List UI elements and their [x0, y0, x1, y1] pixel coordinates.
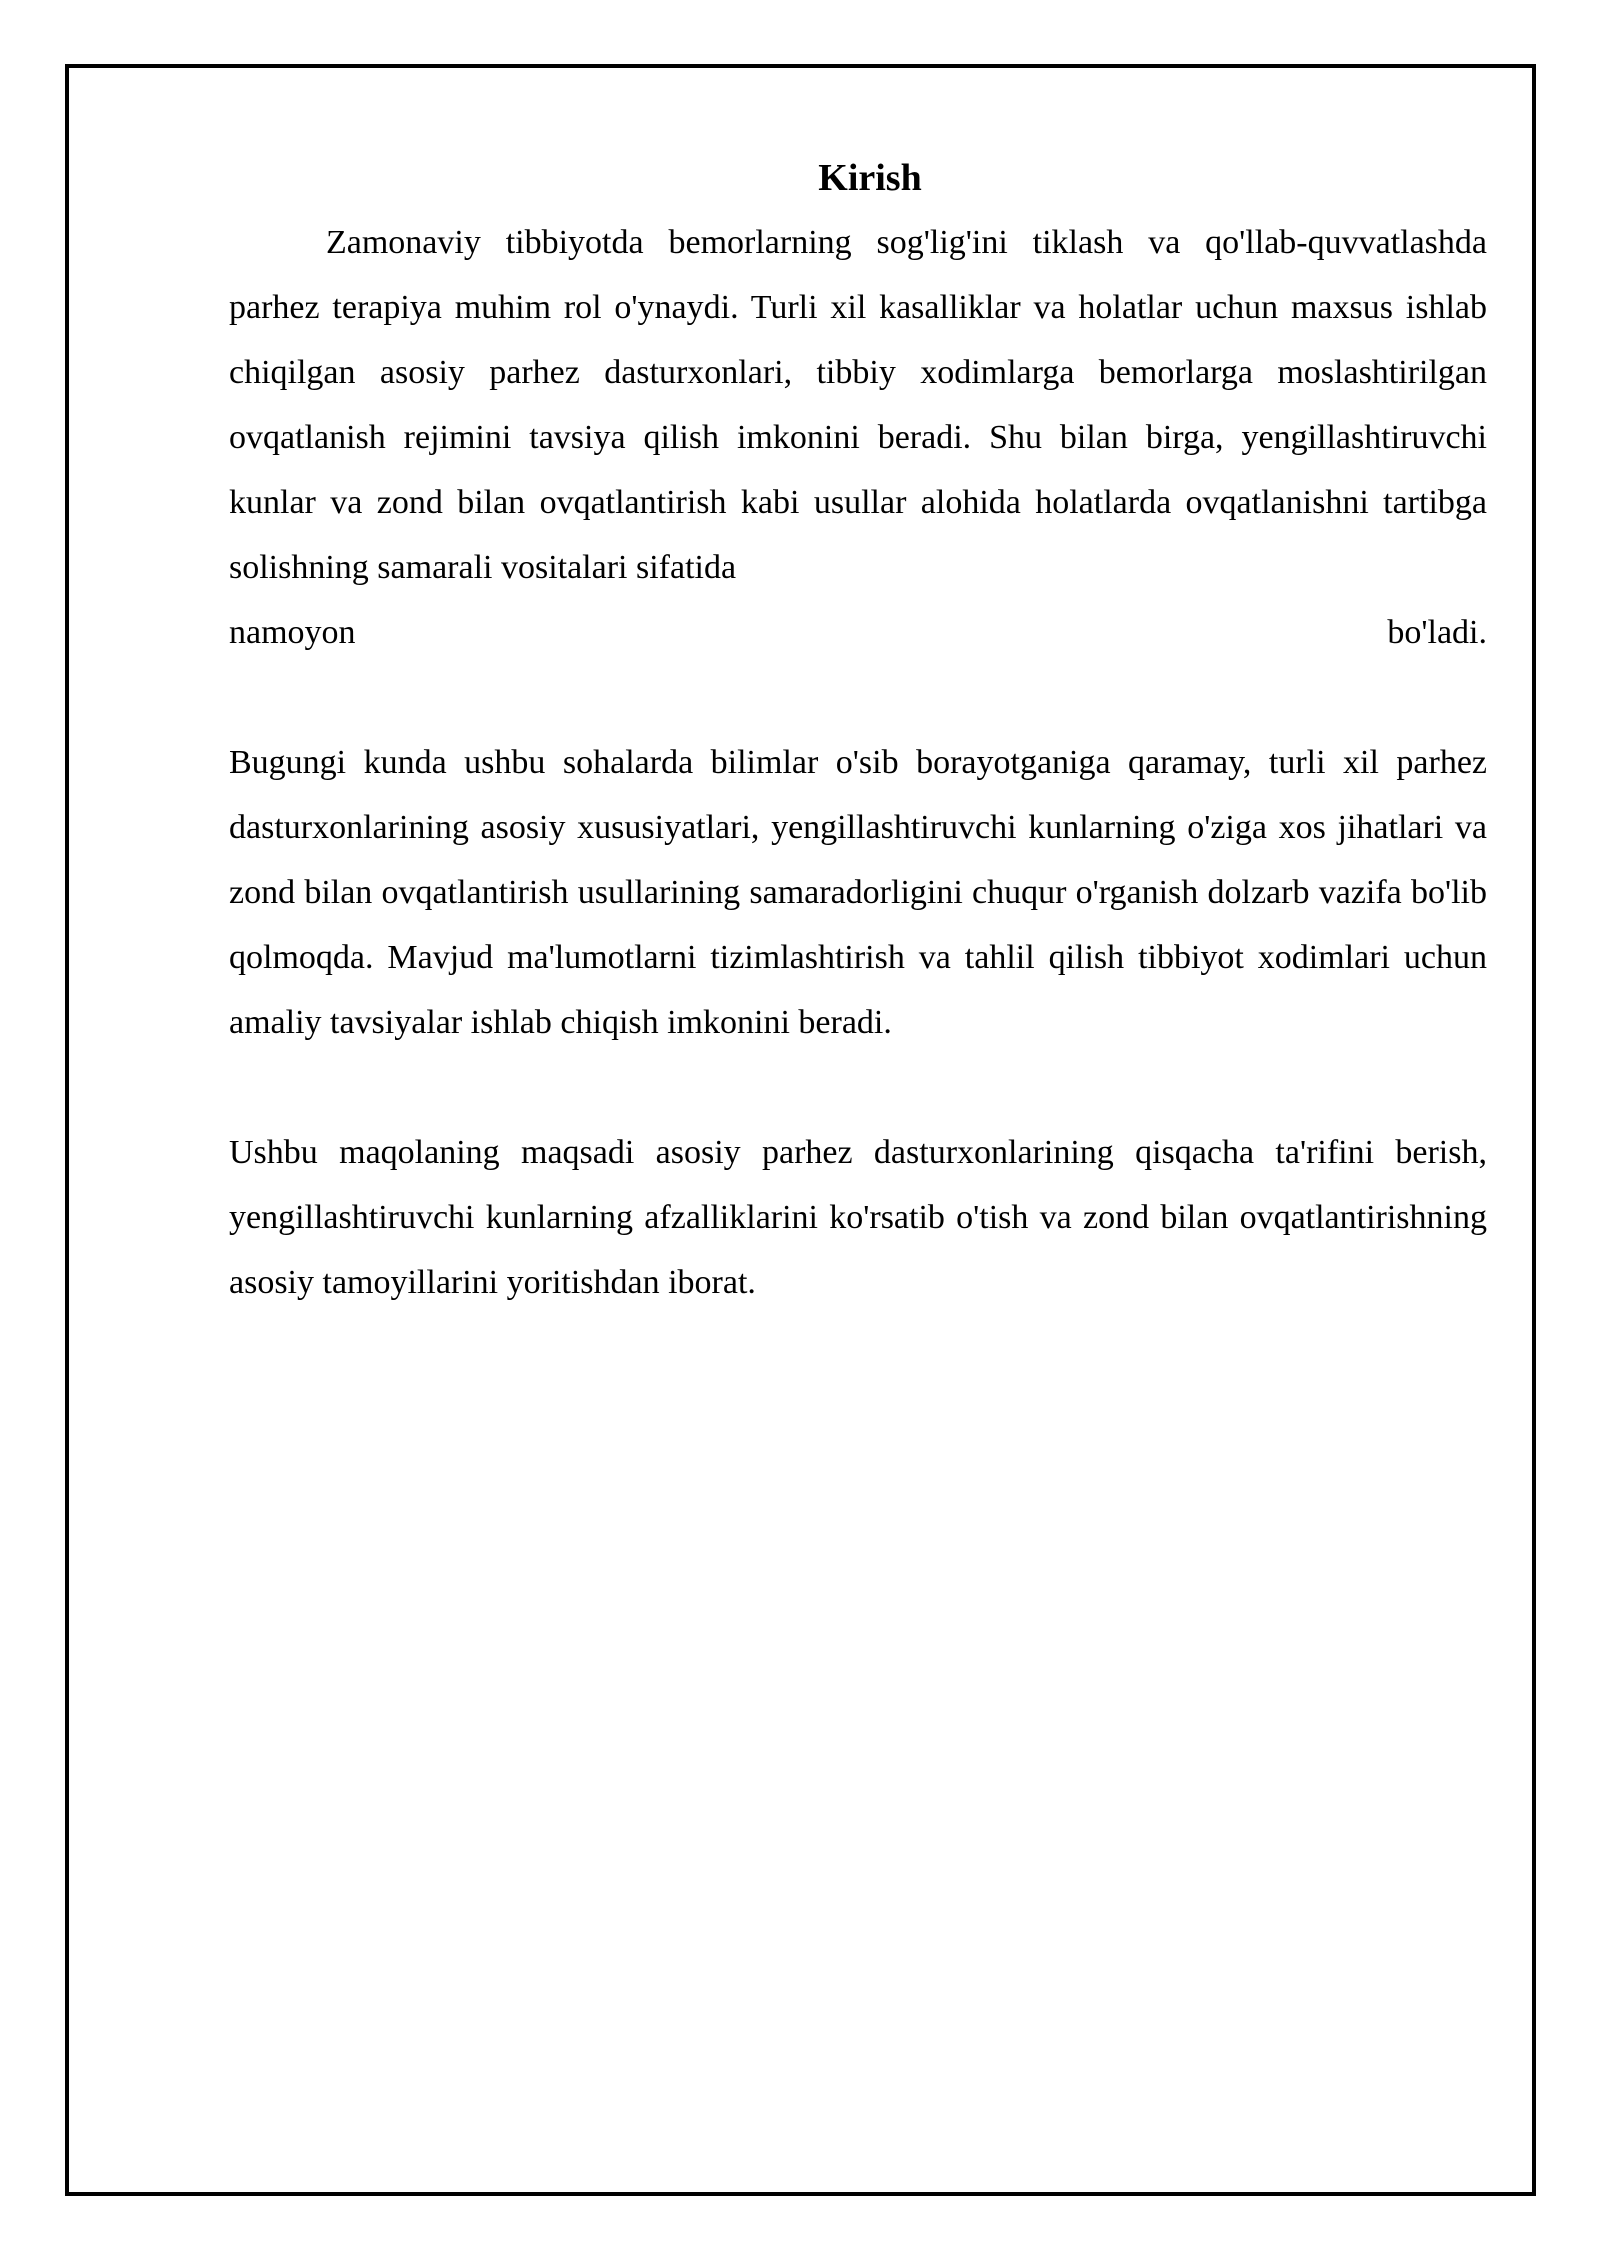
- intro-last-word-right: bo'ladi.: [1387, 614, 1487, 651]
- context-paragraph: Bugungi kunda ushbu sohalarda bilimlar o'sib borayotganiga qaramay, turli xil parhez dasturxonlarining asosiy xususiyatlari, yengillashtiruvchi kunlarning o'ziga xos jihatlari va zond bilan ovqatlantirish usullarining samaradorligini chuqur o'rganish dolzarb vazifa bo'lib qolmoqda. Mavjud ma'lumotlarni tizimlashtirish va tahlil qilish tibbiyot xodimlari uchun amaliy tavsiyalar ishlab chiqish imkonini beradi.: [229, 744, 1487, 1041]
- paragraph-spacer: [229, 665, 1487, 730]
- document-body: [229, 148, 1487, 1315]
- aim-paragraph: Ushbu maqolaning maqsadi asosiy parhez dasturxonlarining qisqacha ta'rifini berish, yengillashtiruvchi kunlarning afzalliklarini ko'rsatib o'tish va zond bilan ovqatlantirishning asosiy tamoyillarini yoritishdan iborat.: [229, 1134, 1487, 1301]
- document-title: Kirish: [818, 157, 922, 199]
- intro-paragraph: Zamonaviy tibbiyotda bemorlarning sog'lig'ini tiklash va qo'llab-quvvatlashda parhez terapiya muhim rol o'ynaydi. Turli xil kasalliklar va holatlar uchun maxsus ishlab chiqilgan asosiy parhez dasturxonlari, tibbiy xodimlarga bemorlarga moslashtirilgan ovqatlanish rejimini tavsiya qilish imkonini beradi. Shu bilan birga, yengillashtiruvchi kunlar va zond bilan ovqatlantirish kabi usullar alohida holatlarda ovqatlanishni tartibga solishning samarali vositalari sifatida: [229, 224, 1487, 586]
- paragraph-spacer: [229, 1055, 1487, 1120]
- intro-last-word-left: namoyon: [229, 614, 356, 651]
- intro-paragraph-last-line: [229, 600, 1487, 665]
